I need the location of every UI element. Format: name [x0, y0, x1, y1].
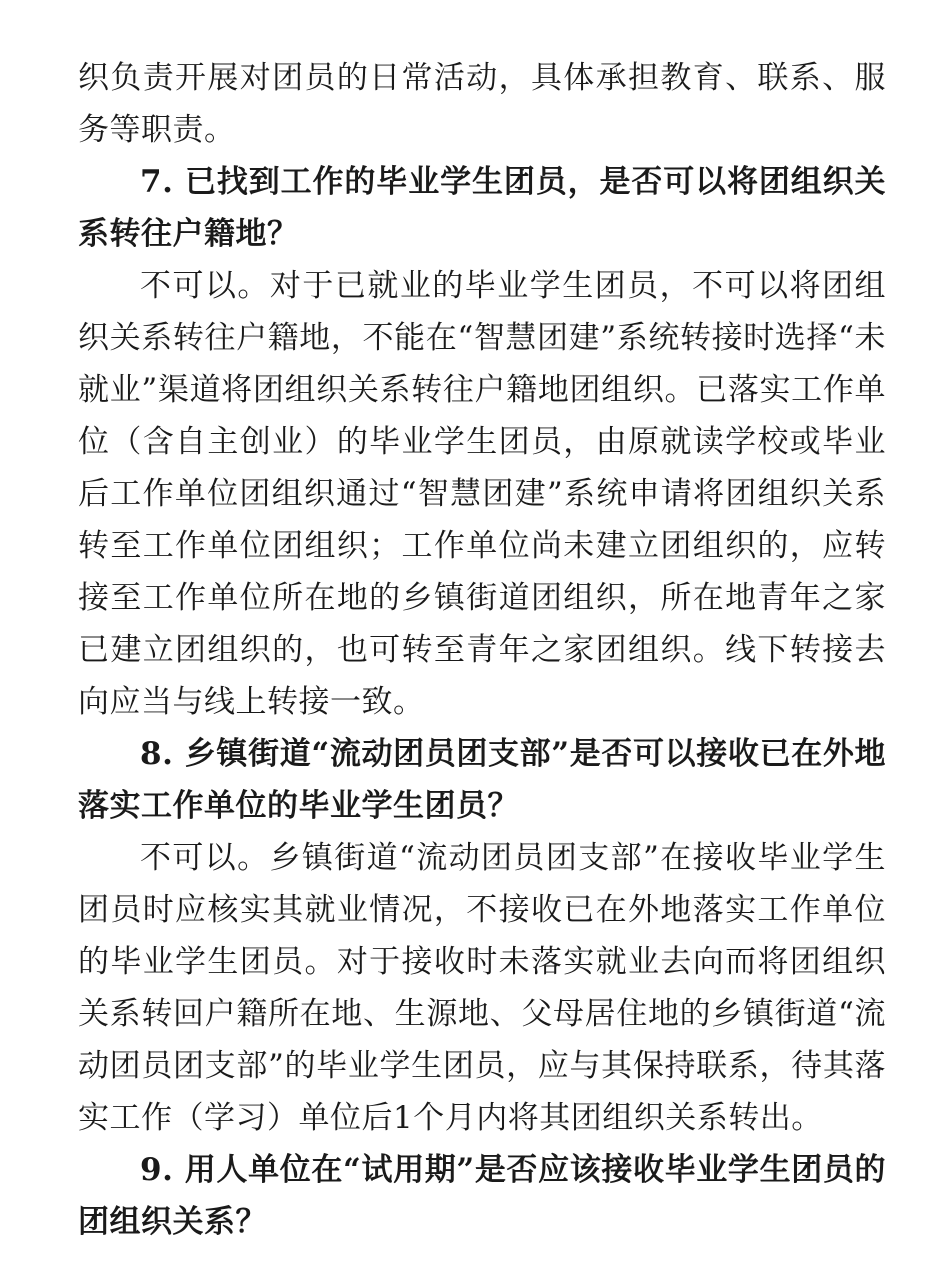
question-7: 7. 已找到工作的毕业学生团员，是否可以将团组织关系转往户籍地？ [78, 164, 886, 252]
question-9: 9. 用人单位在“试用期”是否应该接收毕业学生团员的团组织关系？ [78, 1152, 886, 1240]
question-8: 8. 乡镇街道“流动团员团支部”是否可以接收已在外地落实工作单位的毕业学生团员？ [78, 736, 886, 824]
document-page [78, 52, 886, 1248]
paragraph-continuation: 织负责开展对团员的日常活动，具体承担教育、联系、服务等职责。 [78, 60, 886, 148]
answer-7: 不可以。对于已就业的毕业学生团员，不可以将团组织关系转往户籍地，不能在“智慧团建”系统转接时选择“未就业”渠道将团组织关系转往户籍地团组织。已落实工作单位（含自主创业）的毕业学生团员，由原就读学校或毕业后工作单位团组织通过“智慧团建”系统申请将团组织关系转至工作单位团组织；工作单位尚未建立团组织的，应转接至工作单位所在地的乡镇街道团组织，所在地青年之家已建立团组织的，也可转至青年之家团组织。线下转接去向应当与线上转接一致。 [78, 268, 886, 720]
answer-8: 不可以。乡镇街道“流动团员团支部”在接收毕业学生团员时应核实其就业情况，不接收已在外地落实工作单位的毕业学生团员。对于接收时未落实就业去向而将团组织关系转回户籍所在地、生源地、父母居住地的乡镇街道“流动团员团支部”的毕业学生团员，应与其保持联系，待其落实工作（学习）单位后1个月内将其团组织关系转出。 [78, 840, 886, 1136]
